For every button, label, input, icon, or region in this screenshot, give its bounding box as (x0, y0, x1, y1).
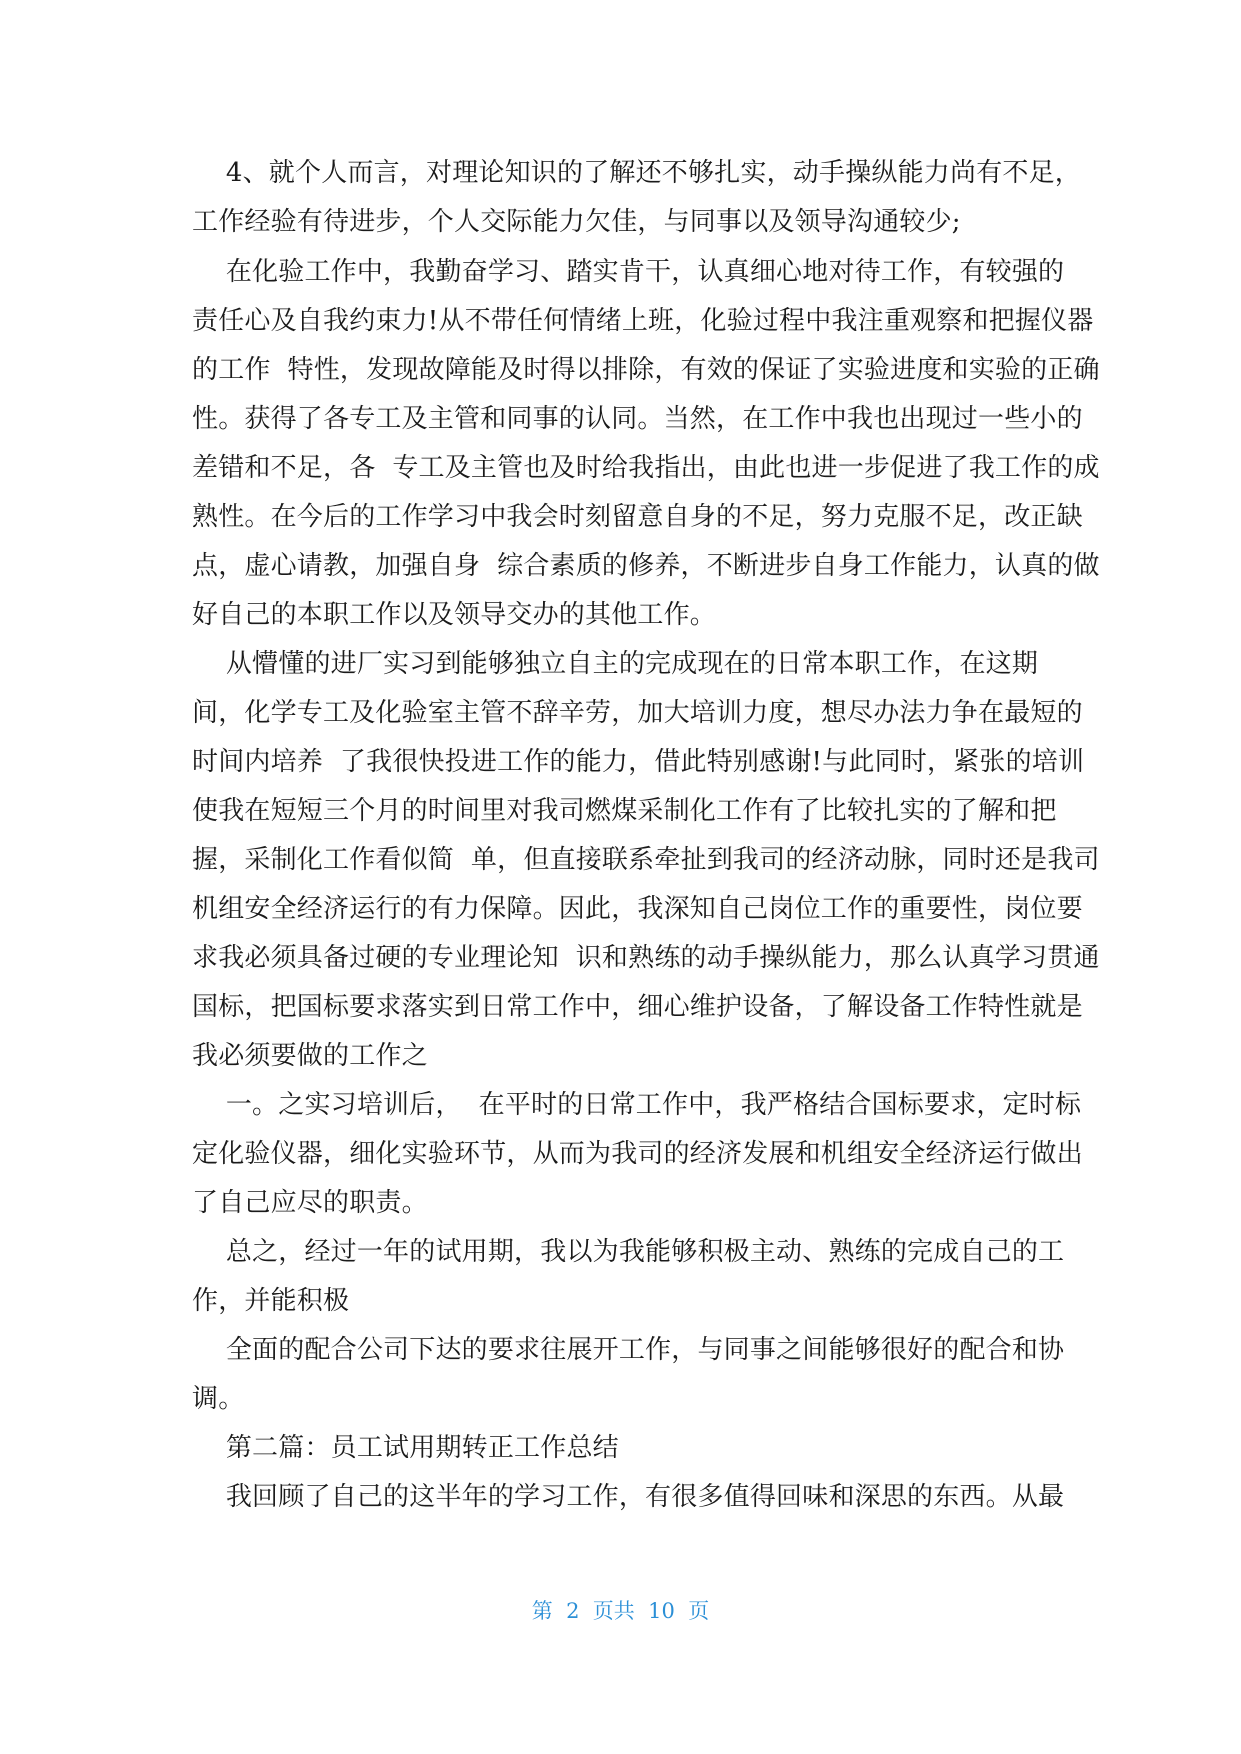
text-line: 一。之实习培训后， 在平时的日常工作中，我严格结合国标要求，定时标 (192, 1090, 1082, 1120)
section-heading: 第二篇：员工试用期转正工作总结 (192, 1433, 619, 1463)
text-line: 从懵懂的进厂实习到能够独立自主的完成现在的日常本职工作，在这期 (192, 649, 1039, 679)
text-line: 间，化学专工及化验室主管不辞辛劳，加大培训力度，想尽办法力争在最短的 (192, 698, 1083, 728)
page-number-footer: 第 2 页共 10 页 (531, 1599, 710, 1623)
text-line: 求我必须具备过硬的专业理论知 识和熟练的动手操纵能力，那么认真学习贯通 (192, 943, 1100, 973)
text-line: 熟性。在今后的工作学习中我会时刻留意自身的不足，努力克服不足，改正缺 (192, 502, 1083, 532)
text-line: 使我在短短三个月的时间里对我司燃煤采制化工作有了比较扎实的了解和把 (192, 796, 1057, 826)
text-line: 性。获得了各专工及主管和同事的认同。当然，在工作中我也出现过一些小的 (192, 404, 1083, 434)
text-line: 定化验仪器，细化实验环节，从而为我司的经济发展和机组安全经济运行做出 (192, 1139, 1083, 1169)
text-line: 我回顾了自己的这半年的学习工作，有很多值得回味和深思的东西。从最 (192, 1482, 1065, 1512)
text-line: 工作经验有待进步，个人交际能力欠佳，与同事以及领导沟通较少; (192, 207, 961, 237)
text-line: 作，并能积极 (192, 1286, 350, 1316)
text-line: 时间内培养 了我很快投进工作的能力，借此特别感谢!与此同时，紧张的培训 (192, 747, 1085, 777)
text-line: 国标，把国标要求落实到日常工作中，细心维护设备，了解设备工作特性就是 (192, 992, 1083, 1022)
text-line: 我必须要做的工作之 (192, 1041, 428, 1071)
text-line: 点，虚心请教，加强自身 综合素质的修养，不断进步自身工作能力，认真的做 (192, 551, 1100, 581)
text-line: 4、就个人而言，对理论知识的了解还不够扎实，动手操纵能力尚有不足， (192, 158, 1082, 188)
text-line: 责任心及自我约束力!从不带任何情绪上班，化验过程中我注重观察和把握仪器 (192, 306, 1094, 336)
text-line: 握，采制化工作看似简 单，但直接联系牵扯到我司的经济动脉，同时还是我司 (192, 845, 1100, 875)
text-line: 总之，经过一年的试用期，我以为我能够积极主动、熟练的完成自己的工 (192, 1237, 1065, 1267)
text-line: 调。 (192, 1384, 245, 1414)
text-line: 机组安全经济运行的有力保障。因此，我深知自己岗位工作的重要性，岗位要 (192, 894, 1083, 924)
text-line: 差错和不足，各 专工及主管也及时给我指出，由此也进一步促进了我工作的成 (192, 453, 1100, 483)
text-line: 的工作 特性，发现故障能及时得以排除，有效的保证了实验进度和实验的正确 (192, 355, 1100, 385)
text-line: 全面的配合公司下达的要求往展开工作，与同事之间能够很好的配合和协 (192, 1335, 1065, 1365)
text-line: 好自己的本职工作以及领导交办的其他工作。 (192, 600, 717, 630)
text-line: 了自己应尽的职责。 (192, 1188, 428, 1218)
text-line: 在化验工作中，我勤奋学习、踏实肯干，认真细心地对待工作，有较强的 (192, 257, 1065, 287)
